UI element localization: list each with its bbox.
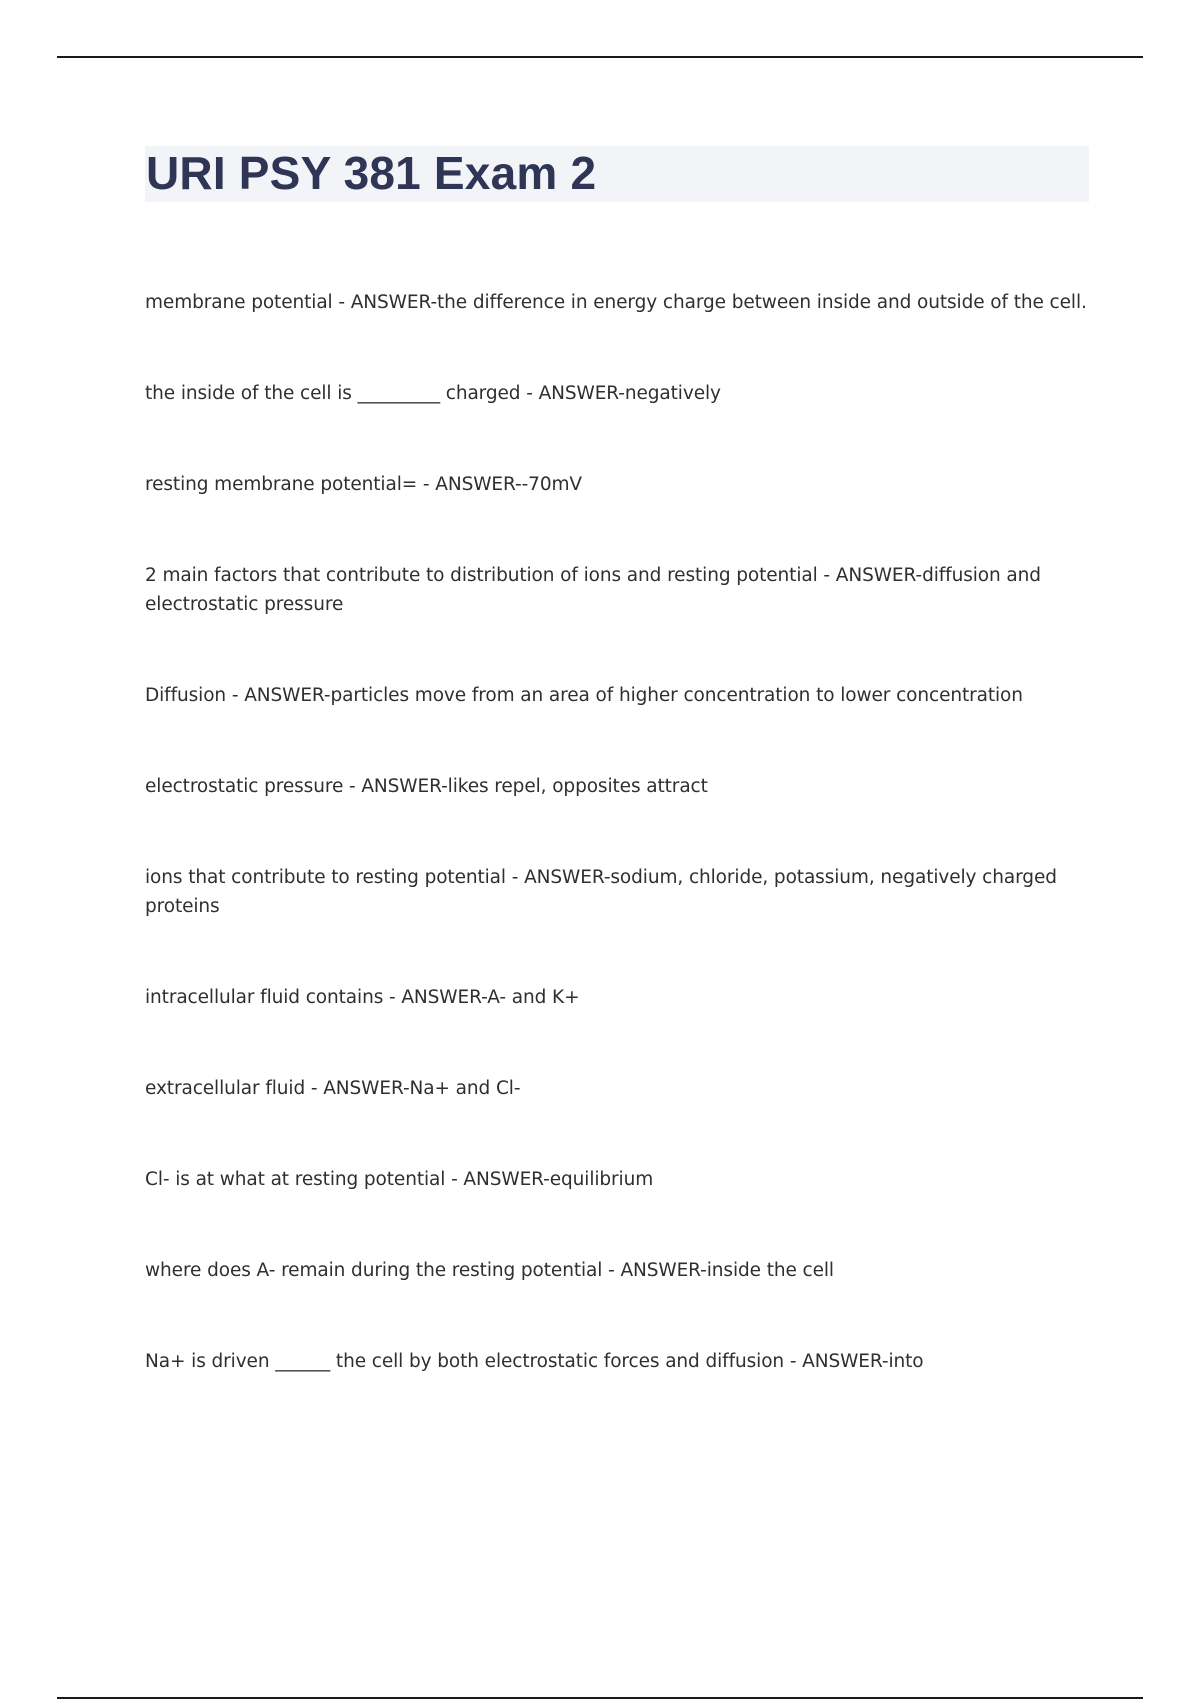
qa-item: intracellular fluid contains - ANSWER-A- and K+ [145, 987, 580, 1008]
qa-item: where does A- remain during the resting potential - ANSWER-inside the cell [145, 1260, 834, 1281]
bottom-rule [57, 1697, 1143, 1699]
qa-item: membrane potential - ANSWER-the difference in energy charge between inside and outside of the cell. [145, 292, 1087, 313]
top-rule [57, 56, 1143, 58]
qa-list [145, 288, 1090, 1438]
qa-item: Na+ is driven ______ the cell by both electrostatic forces and diffusion - ANSWER-into [145, 1351, 924, 1372]
qa-item: ions that contribute to resting potential - ANSWER-sodium, chloride, potassium, negatively charged proteins [145, 867, 1057, 917]
document-title: URI PSY 381 Exam 2 [146, 147, 597, 199]
qa-item: the inside of the cell is _________ charged - ANSWER-negatively [145, 383, 721, 404]
qa-item: resting membrane potential= - ANSWER--70mV [145, 474, 582, 495]
qa-item: Diffusion - ANSWER-particles move from an area of higher concentration to lower concentration [145, 685, 1023, 706]
qa-item: 2 main factors that contribute to distribution of ions and resting potential - ANSWER-diffusion and electrostatic pressure [145, 565, 1041, 615]
qa-item: electrostatic pressure - ANSWER-likes repel, opposites attract [145, 776, 708, 797]
qa-item: extracellular fluid - ANSWER-Na+ and Cl- [145, 1078, 521, 1099]
qa-item: Cl- is at what at resting potential - ANSWER-equilibrium [145, 1169, 654, 1190]
